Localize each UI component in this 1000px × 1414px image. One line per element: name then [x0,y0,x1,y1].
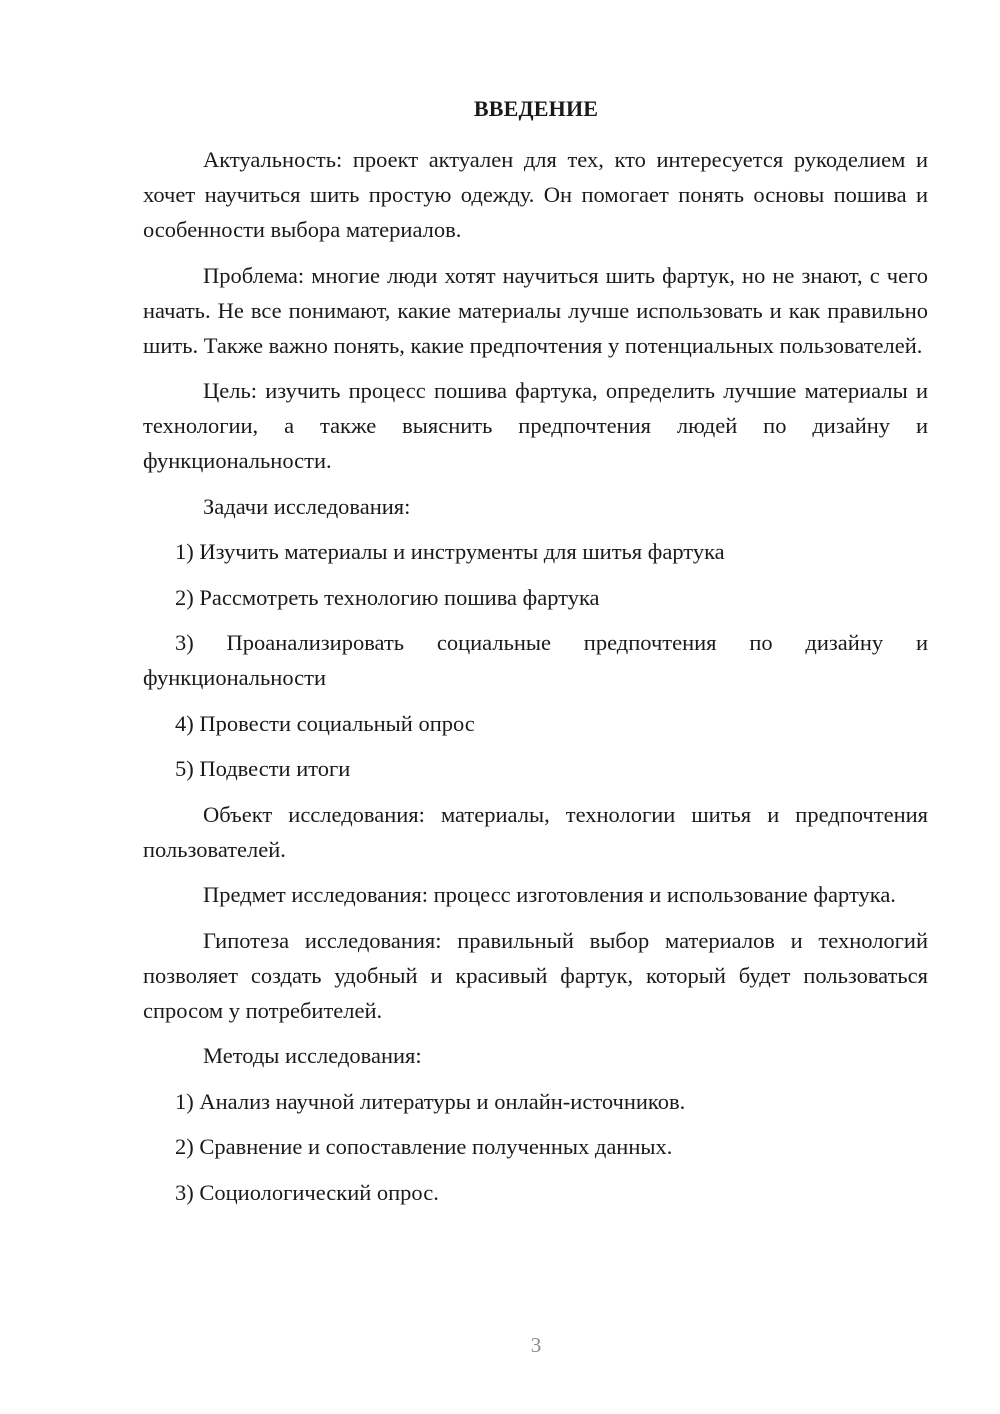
object-paragraph: Объект исследования: материалы, технологии шитья и предпочтения пользователей. [143,801,928,862]
tasks-heading: Задачи исследования: [203,493,411,519]
goal-paragraph: Цель: изучить процесс пошива фартука, определить лучшие материалы и технологии, а также выяснить предпочтения людей по дизайну и функциональности. [143,378,928,473]
problem-paragraph: Проблема: многие люди хотят научиться шить фартук, но не знают, с чего начать. Не все понимают, какие материалы лучше использовать и как правильно шить. Также важно понять, какие предпочтения у потенциальных пользователей. [143,262,928,358]
method-item: 3) Социологический опрос. [175,1179,439,1205]
page-title: ВВЕДЕНИЕ [473,96,599,121]
task-item: 2) Рассмотреть технологию пошива фартука [175,584,600,610]
document-body [143,142,928,1220]
subject-paragraph: Предмет исследования: процесс изготовления и использование фартука. [203,882,896,907]
task-item: 4) Провести социальный опрос [175,710,475,736]
page-number: 3 [530,1333,542,1357]
relevance-paragraph: Актуальность: проект актуален для тех, кто интересуется рукоделием и хочет научиться шить простую одежду. Он помогает понять основы пошива и особенности выбора материалов. [143,147,928,242]
task-item: 5) Подвести итоги [175,756,351,781]
task-item: 1) Изучить материалы и инструменты для шитья фартука [175,539,725,564]
methods-heading: Методы исследования: [203,1043,422,1068]
method-item: 2) Сравнение и сопоставление полученных данных. [175,1134,673,1159]
method-item: 1) Анализ научной литературы и онлайн-источников. [175,1088,686,1114]
hypothesis-paragraph: Гипотеза исследования: правильный выбор материалов и технологий позволяет создать удобный и красивый фартук, который будет пользоваться спросом у потребителей. [143,927,928,1023]
task-item: 3) Проанализировать социальные предпочтения по дизайну и функциональности [143,630,928,690]
